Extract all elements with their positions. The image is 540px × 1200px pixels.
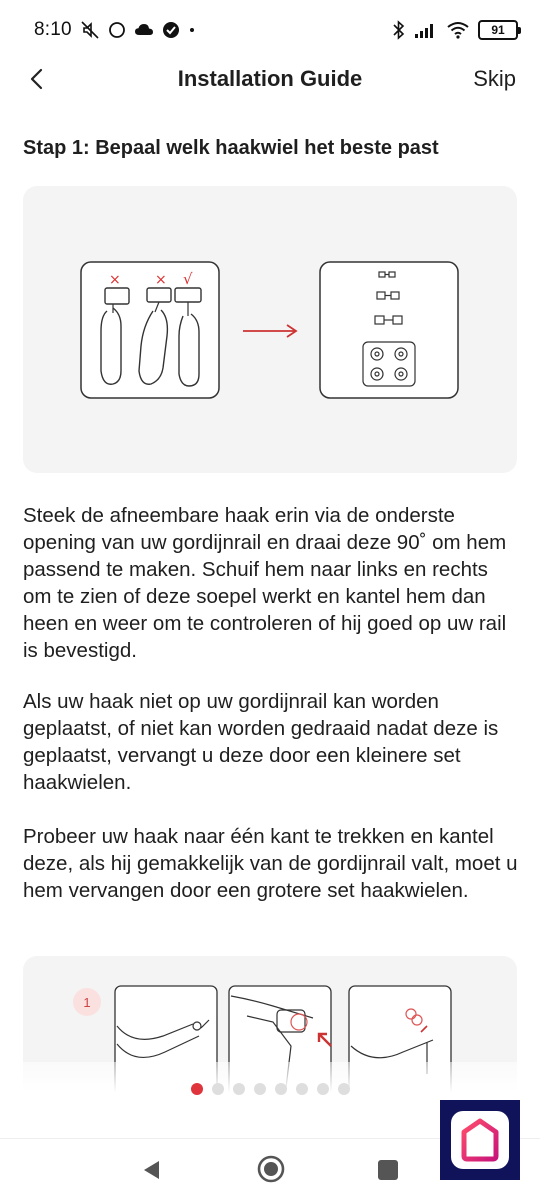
circle-icon xyxy=(108,21,126,39)
battery-indicator xyxy=(478,20,518,40)
pagination-dot-3[interactable] xyxy=(233,1083,245,1095)
dot-icon xyxy=(188,26,196,34)
pagination-dot-2[interactable] xyxy=(212,1083,224,1095)
page-title: Installation Guide xyxy=(177,66,363,91)
pagination-dots xyxy=(0,1083,540,1095)
mark-correct: √ xyxy=(183,270,193,288)
signal-icon xyxy=(414,21,438,39)
mark-wrong-2: × xyxy=(155,272,167,288)
bluetooth-icon xyxy=(392,20,406,40)
house-icon xyxy=(460,1118,500,1162)
status-bar xyxy=(0,0,540,60)
app-icon-tile xyxy=(451,1111,509,1169)
chevron-left-icon xyxy=(27,67,47,91)
battery-level: 91 xyxy=(491,23,505,37)
back-button[interactable] xyxy=(20,62,54,96)
mark-wrong-1: × xyxy=(109,272,121,288)
instruction-paragraph-2: Als uw haak niet op uw gordijnrail kan worden geplaatst, of niet kan worden gedraaid nadat deze is geplaatst, vervangt u deze door een kleinere set haakwielen. xyxy=(23,690,499,794)
cloud-icon xyxy=(134,22,154,38)
step-title: Stap 1: Bepaal welk haakwiel het beste past xyxy=(23,137,439,159)
app-header xyxy=(0,58,540,100)
skip-button[interactable]: Skip xyxy=(473,66,516,91)
pagination-dot-4[interactable] xyxy=(254,1083,266,1095)
pagination-dot-7[interactable] xyxy=(317,1083,329,1095)
instruction-paragraph-1: Steek de afneembare haak erin via de onderste opening van uw gordijnrail en draai deze 90˚ om hem passend te maken. Schuif hem naar links en rechts om te zien of deze soepel werkt en kantel hem dan heen en weer om te controleren of hij goed op uw rail is bevestigd. xyxy=(23,504,507,662)
pagination-dot-5[interactable] xyxy=(275,1083,287,1095)
triangle-back-icon xyxy=(140,1158,164,1182)
nav-home-button[interactable] xyxy=(256,1154,286,1189)
muted-icon xyxy=(80,20,100,40)
wifi-icon xyxy=(446,21,470,39)
status-time: 8:10 xyxy=(34,19,72,40)
square-recent-icon xyxy=(377,1159,399,1181)
nav-back-button[interactable] xyxy=(140,1158,164,1187)
check-circle-icon xyxy=(162,21,180,39)
pagination-dot-6[interactable] xyxy=(296,1083,308,1095)
circle-home-icon xyxy=(256,1154,286,1184)
instruction-paragraph-3: Probeer uw haak naar één kant te trekken en kantel deze, als hij gemakkelijk van de gordijnrail valt, moet u hem vervangen door een grotere set haakwielen. xyxy=(23,825,518,902)
pagination-dot-1[interactable] xyxy=(191,1083,203,1095)
nav-recent-button[interactable] xyxy=(377,1159,399,1186)
floating-app-shortcut[interactable] xyxy=(440,1100,520,1180)
pagination-dot-8[interactable] xyxy=(338,1083,350,1095)
hook-wheel-illustration xyxy=(23,186,517,473)
step-number-badge: 1 xyxy=(73,988,101,1016)
